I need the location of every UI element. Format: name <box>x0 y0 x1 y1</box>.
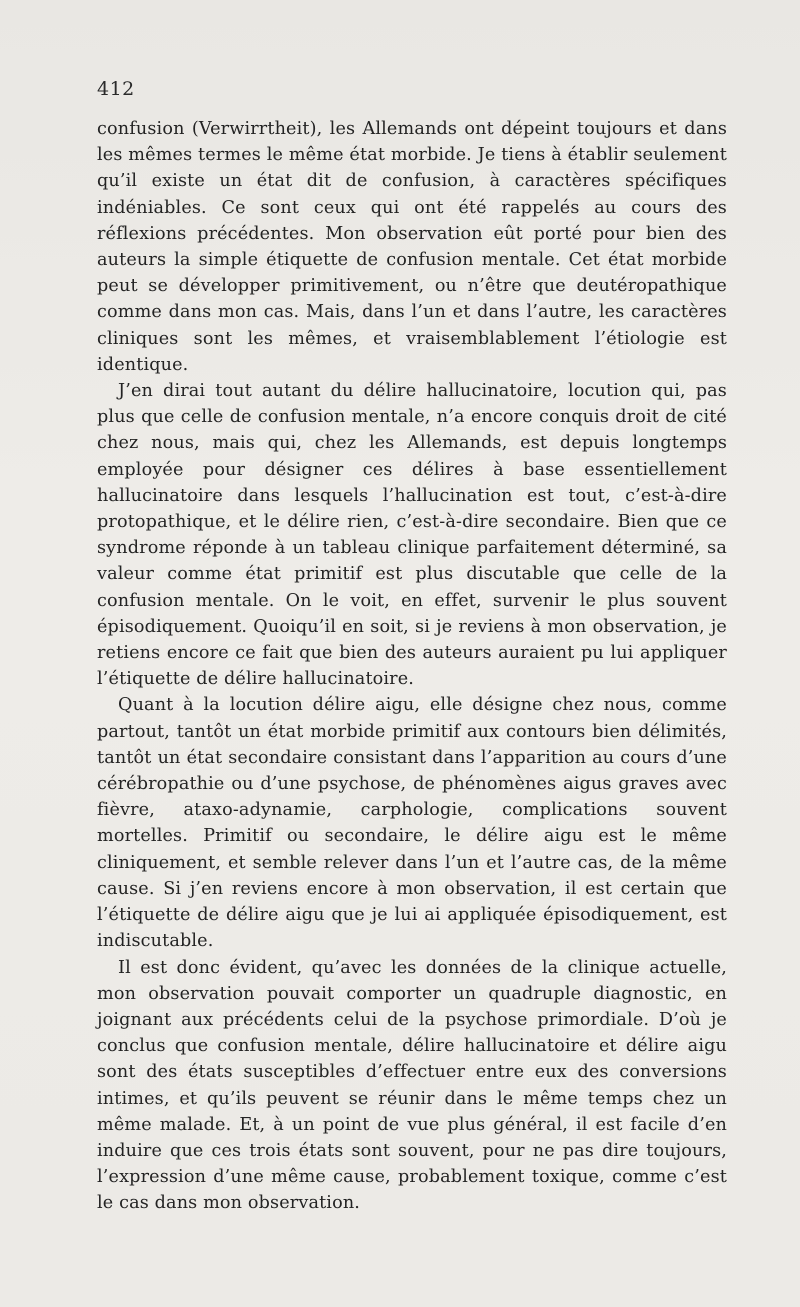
paragraph-continuation: confusion (Verwirrtheit), les Allemands ont dépeint toujours et dans les mêmes termes le même état morbide. Je tiens à établir seulement qu’il existe un état dit de confusion, à caractères spécifiques indéniables. Ce sont ceux qui ont été rappelés au cours des réflexions précédentes. Mon observation eût porté pour bien des auteurs la simple étiquette de confusion mentale. Cet état morbide peut se développer primitivement, ou n’être que deutéropathique comme dans mon cas. Mais, dans l’un et dans l’autre, les caractères cliniques sont les mêmes, et vraisemblablement l’étiologie est identique. <box>97 119 727 375</box>
paragraph-acute-delirium: Quant à la locution délire aigu, elle désigne chez nous, comme partout, tantôt un état morbide primitif aux contours bien délimités, tantôt un état secondaire consistant dans l’apparition au cours d’une cérébropathie ou d’une psychose, de phénomènes aigus graves avec fièvre, ataxo-adynamie, carphologie, complications souvent mortelles. Primitif ou secondaire, le délire aigu est le même cliniquement, et semble relever dans l’un et l’autre cas, de la même cause. Si j’en reviens encore à mon observation, il est certain que l’étiquette de délire aigu que je lui ai appliquée épisodiquement, est indiscutable. <box>97 695 727 952</box>
paragraph-hallucinatory-delirium: J’en dirai tout autant du délire hallucinatoire, locution qui, pas plus que celle de confusion mentale, n’a encore conquis droit de cité chez nous, mais qui, chez les Allemands, est depuis longtemps employée pour désigner ces délires à base essentiellement hallucinatoire dans lesquels l’hallucination est tout, c’est-à-dire protopathique, et le délire rien, c’est-à-dire secondaire. Bien que ce syndrome réponde à un tableau clinique parfaitement déterminé, sa valeur comme état primitif est plus discutable que celle de la confusion mentale. On le voit, en effet, survenir le plus souvent épisodiquement. Quoiqu’il en soit, si je reviens à mon observation, je retiens encore ce fait que bien des auteurs auraient pu lui appliquer l’étiquette de délire hallucinatoire. <box>97 381 727 690</box>
body-text <box>97 116 727 1217</box>
page-number: 412 <box>97 78 135 100</box>
paragraph-conclusion: Il est donc évident, qu’avec les données de la clinique actuelle, mon observation pouvait comporter un quadruple diagnostic, en joignant aux précédents celui de la psychose primordiale. D’où je conclus que confusion mentale, délire hallucinatoire et délire aigu sont des états susceptibles d’effectuer entre eux des conversions intimes, et qu’ils peuvent se réunir dans le même temps chez un même malade. Et, à un point de vue plus général, il est facile d’en induire que ces trois états sont souvent, pour ne pas dire toujours, l’expression d’une même cause, probablement toxique, comme c’est le cas dans mon observation. <box>97 957 727 1214</box>
